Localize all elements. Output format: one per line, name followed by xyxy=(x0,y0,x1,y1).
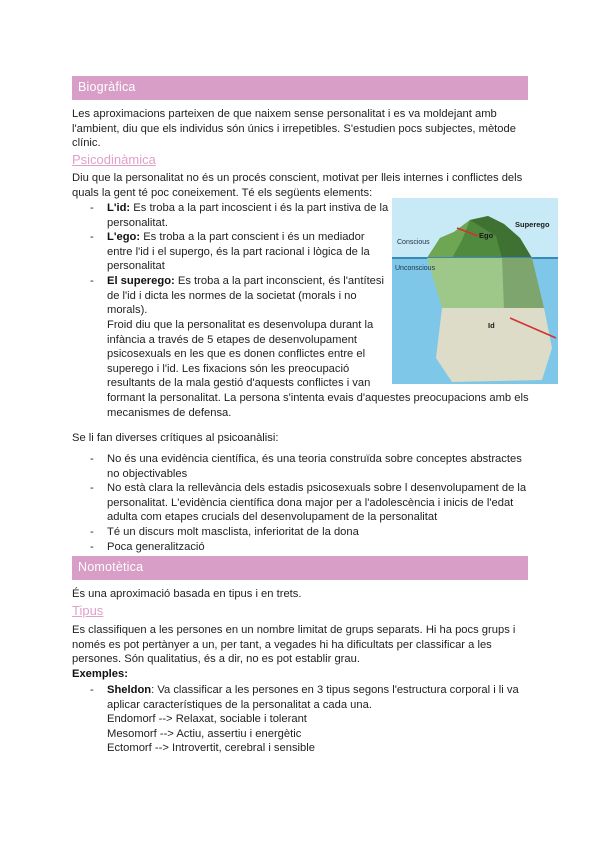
section-header-nomotetica: Nomotètica xyxy=(72,556,528,580)
bullet-dash: - xyxy=(90,482,94,494)
bullet-dash: - xyxy=(90,202,94,214)
subheading-tipus: Tipus xyxy=(72,603,104,618)
bullet-dash: - xyxy=(90,231,94,243)
nomotetica-paragraph: És una aproximació basada en tipus i en trets. xyxy=(72,588,302,600)
critique-item: Té un discurs molt masclista, inferioritat de la dona xyxy=(107,526,359,538)
bullet-dash: - xyxy=(90,275,94,287)
tipus-paragraph: Es classifiquen a les persones en un nombre limitat de grups separats. Hi ha pocs grups i només es pot pertànyer a un, per tant, a vegades hi ha dificultats per classificar a les persones. Són qualitatius, és a dir, no es pot establir grau. xyxy=(72,624,516,666)
list-item-ego: L'ego: Es troba a la part conscient i és un mediador entre l'id i el supergo, és la part racional i lògica de la personalitat xyxy=(107,231,370,273)
subheading-psicodinamica: Psicodinàmica xyxy=(72,152,156,167)
critique-item: Poca generalització xyxy=(107,541,205,553)
critique-item: No està clara la rellevància dels estadis psicosexuals sobre l desenvolupament de la personalitat. L'evidència científica dona major per a l'adolescència i inicis de l'edat adulta com etapes crucials del desenvolupament de la personalitat xyxy=(107,482,527,524)
list-item-id: L'id: Es troba a la part incoscient i és la part instiva de la personalitat. xyxy=(107,202,389,229)
critiques-intro: Se li fan diverses crítiques al psicoanàlisi: xyxy=(72,432,279,444)
biografica-paragraph: Les aproximacions parteixen de que naixem sense personalitat i es va moldejant amb l'ambient, diu que els individus són únics i irrepetibles. S'estudien pocs subjectes, mètode clínic. xyxy=(72,108,516,150)
critique-item: No és una evidència científica, és una teoria construïda sobre conceptes abstractes no objectivables xyxy=(107,453,522,480)
exemples-label: Exemples: xyxy=(72,668,128,680)
psicodinamica-intro: Diu que la personalitat no és un procés conscient, motivat per lleis internes i conflictes dels quals la gent té poc coneixement. Té els següents elements: xyxy=(72,172,523,199)
bullet-dash: - xyxy=(90,526,94,538)
superego-label: Superego xyxy=(515,220,550,229)
iceberg-figure xyxy=(392,198,558,384)
bullet-dash: - xyxy=(90,541,94,553)
id-label: Id xyxy=(488,321,495,330)
ego-label: Ego xyxy=(479,231,494,240)
conscious-label: Conscious xyxy=(397,239,430,246)
sheldon-item: Sheldon: Va classificar a les persones en 3 tipus segons l'estructura corporal i li va aplicar característiques de la personalitat a cada una. Endomorf --> Relaxat, sociable i tolerant Mesomorf --> Actiu, assertiu i energètic Ectomorf --> Introvertit, cerebral i sensible xyxy=(107,684,519,755)
section-header-biografica: Biogràfica xyxy=(72,76,528,100)
bullet-dash: - xyxy=(90,453,94,465)
unconscious-label: Unconscious xyxy=(395,265,436,272)
freud-paragraph: Froid diu que la personalitat es desenvolupa durant la infància a través de 5 etapes de desenvolupament psicosexuals en les que es donen conflictes entre el superego i l'id. Les fixacions són les preocupació resultants de la mala gestió d'aquests conflictes i van formant la personalitat. La persona s'intenta evais d'aquestes preocupacions amb els mecanismes de defensa. xyxy=(107,319,529,419)
bullet-dash: - xyxy=(90,684,94,696)
list-item-superego: El superego: Es troba a la part inconscient, és l'antítesi de l'id i dicta les normes de la societat (morals i no morals). xyxy=(107,275,384,317)
